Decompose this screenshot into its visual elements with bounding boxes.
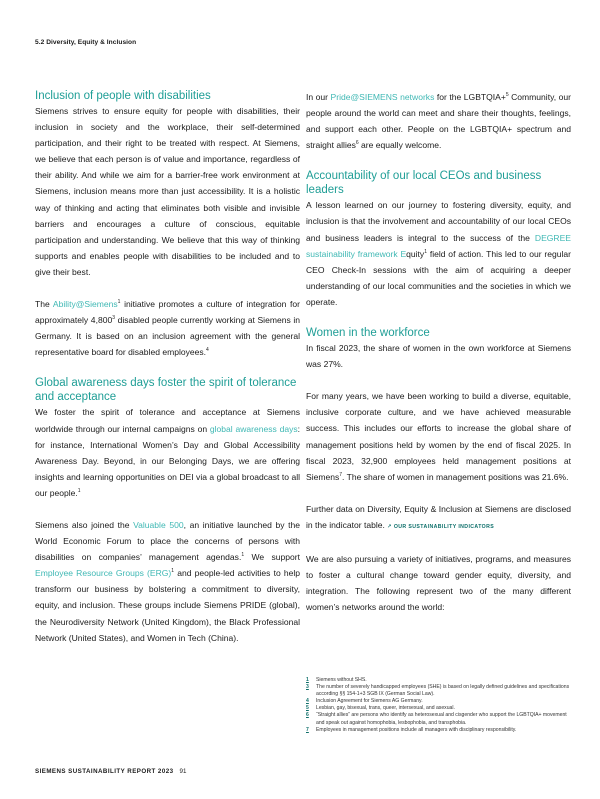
- heading-global-awareness: Global awareness days foster the spirit of tolerance and acceptance: [35, 377, 297, 404]
- global-awareness-days-link[interactable]: global awareness days: [209, 423, 298, 434]
- paragraph-accountability: A lesson learned on our journey to fostering diversity, equity, and inclusion is that the involvement and accountability of our local CEOs and business leaders is integral to the success of the DEGREE sustainability framework Equity$^1$ field of action. This led to our regular CEO Check-In sessions with the aim of acquiring a deeper understanding of our local communities and the societies in which we operate.: [306, 200, 571, 307]
- paragraph-management: For many years, we have been working to build a diverse, equitable, inclusive corporate culture, and we have achieved measurable success. This includes our efforts to increase the global share of management positions held by women by the end of fiscal 2025. In fiscal 2023, 32,900 employees held management positions at Siemens$^7$. The share of women in management positions was 21.6%.: [306, 391, 571, 482]
- paragraph-inclusion: Siemens strives to ensure equity for people with disabilities, their inclusion in society and the workplace, their self-determined participation, and their right to be treated with respect. At Siemens, we believe that each person is of value and importance, regardless of their ability. And while we aim for a barrier-free work environment at Siemens, inclusion means more than just accessibility. It is a holistic way of thinking and acting that eliminates both visible and invisible barriers and encourages a culture of conscious, equitable participation and understanding. We believe that this way of thinking supports and enables people with disabilities to be included and to give their best.: [35, 106, 300, 277]
- footnote: 6 “Straight allies” are persons who identify as heterosexual and cisgender who support the LGBTQIA+ movement and speak out against homophobia, lesbophobia, and transphobia.: [306, 712, 567, 726]
- valuable-500-link[interactable]: Valuable 500: [133, 519, 184, 530]
- right-column: [306, 89, 571, 615]
- footnote: 7 Employees in management positions include all managers with disciplinary responsibility.: [306, 726, 517, 733]
- paragraph-ability: The Ability@Siemens$^1$ initiative promotes a culture of integration for approximately 4,800$^3$ disabled people currently working at Siemens in Germany. It is based on an inclusion agreement with the general representative board for disabled employees.$^4$: [35, 299, 300, 358]
- paragraph-valuable-500: Siemens also joined the Valuable 500, an initiative launched by the World Economic Forum to place the concerns of persons with disabilities on companies’ management agendas.$^1$ We support Employee Resource Groups (ERG)$^1$ and people-led activities to help transform our business by bolstering a commitment to diversity, equity, and inclusion. These groups include Siemens PRIDE (global), the Neurodiversity Network (United Kingdom), the Black Professional Network (United States), and Women in Tech (China).: [35, 519, 301, 643]
- erg-link[interactable]: Employee Resource Groups (ERG): [35, 568, 172, 579]
- footnote: 3 The number of severely handicapped employees (SHE) is based on legally defined guidelines and specifications according §§ 154-1+3 SGB IX (German Social Law).: [306, 684, 570, 698]
- paragraph-global-awareness: We foster the spirit of tolerance and acceptance at Siemens worldwide through our internal campaigns on global awareness days: for instance, International Women’s Day and Global Accessibility Awareness Day. Beyond, in our Belonging Days, we are offering insights and learning opportunities on DEI via a global broadcast to all our people.$^1$: [35, 407, 300, 498]
- left-column: [35, 89, 300, 646]
- heading-accountability: Accountability of our local CEOs and business leaders: [306, 170, 542, 197]
- footnote: 5 Lesbian, gay, bisexual, trans, queer, intersexual, and asexual.: [306, 705, 455, 712]
- paragraph-women-share: In fiscal 2023, the share of women in the own workforce at Siemens was 27%.: [306, 343, 571, 370]
- report-title: SIEMENS SUSTAINABILITY REPORT 2023: [35, 768, 174, 775]
- degree-framework-link[interactable]: DEGREE sustainability framework E: [306, 232, 571, 259]
- heading-women-workforce: Women in the workforce: [306, 327, 430, 340]
- sustainability-indicators-link[interactable]: ↗ OUR SUSTAINABILITY INDICATORS: [387, 523, 495, 530]
- footnote: 1 Siemens without SHS.: [306, 677, 367, 683]
- page-footer: [35, 768, 186, 775]
- ability-siemens-link[interactable]: Ability@Siemens: [52, 299, 118, 310]
- page-number: 91: [179, 768, 187, 775]
- paragraph-initiatives: We are also pursuing a variety of initiatives, programs, and measures to foster a cultural change toward gender equity, diversity, and integration. The following represent two of the many different women’s networks around the world:: [306, 553, 571, 613]
- pride-siemens-link[interactable]: Pride@SIEMENS networks: [330, 92, 435, 102]
- footnote: 4 Inclusion Agreement for Siemens AG Germany.: [306, 698, 423, 705]
- paragraph-pride: In our Pride@SIEMENS networks for the LGBTQIA+$^5$ Community, our people around the world can meet and share their thoughts, feelings, and support each other. People on the LGBTQIA+ spectrum and straight allies$^6$ are equally welcome.: [306, 92, 571, 151]
- footnotes: [306, 677, 574, 734]
- arrow-up-right-icon: ↗: [387, 523, 392, 530]
- heading-inclusion: Inclusion of people with disabilities: [35, 90, 211, 102]
- section-label: 5.2 Diversity, Equity & Inclusion: [35, 39, 137, 46]
- paragraph-further-data: Further data on Diversity, Equity & Inclusion at Siemens are disclosed in the indicator table. ↗ OUR SUSTAINABILITY INDICATORS: [306, 503, 571, 530]
